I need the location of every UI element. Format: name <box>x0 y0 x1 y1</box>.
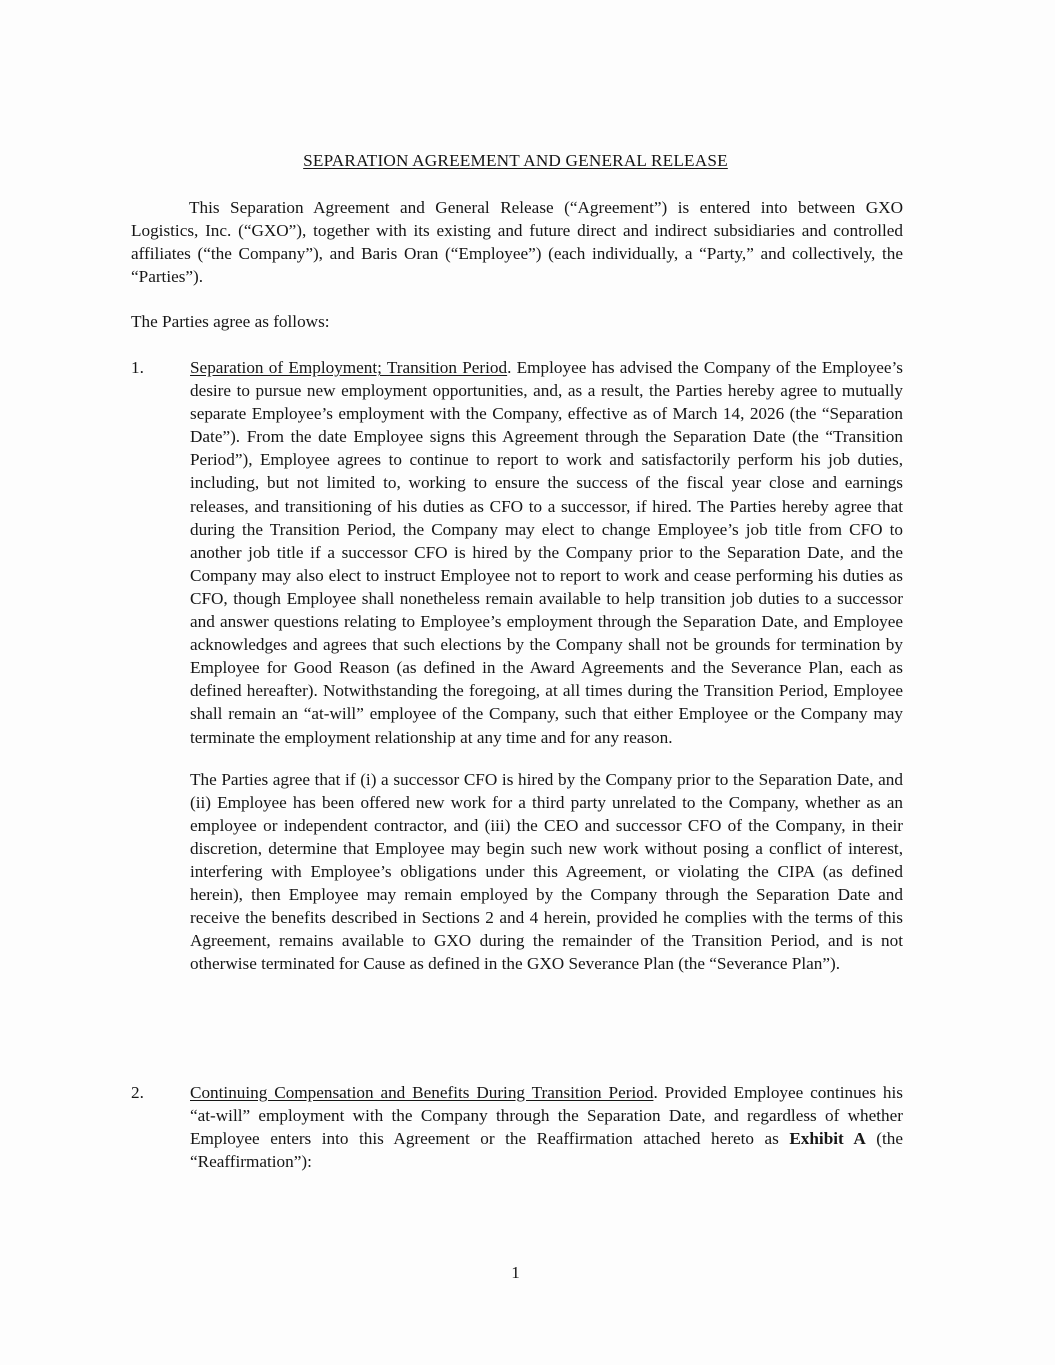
section-2 <box>131 1081 903 1173</box>
section-body <box>190 356 903 975</box>
section-text: . Employee has advised the Company of the Employee’s desire to pursue new employment opportunities, and, as a result, the Parties hereby agree to mutually separate Employee’s employment with the Company, effective as of March 14, 2026 (the “Separation Date”). From the date Employee signs this Agreement through the Separation Date (the “Transition Period”), Employee agrees to continue to report to work and satisfactorily perform his job duties, including, but not limited to, working to ensure the success of the fiscal year close and earnings releases, and transitioning of his duties as CFO to a successor, if hired. The Parties hereby agree that during the Transition Period, the Company may elect to change Employee’s job title from CFO to another job title if a successor CFO is hired by the Company prior to the Separation Date, and the Company may also elect to instruct Employee not to report to work and cease performing his duties as CFO, though Employee shall nonetheless remain available to help transition job duties to a successor and answer questions relating to Employee’s employment through the Separation Date, and Employee acknowledges and agrees that such elections by the Company shall not be grounds for termination by Employee for Good Reason (as defined in the Award Agreements and the Severance Plan, each as defined hereafter). Notwithstanding the foregoing, at all times during the Transition Period, Employee shall remain an “at-will” employee of the Company, such that either Employee or the Company may terminate the employment relationship at any time and for any reason. <box>190 358 903 747</box>
section-text: . Provided Employee continues his “at-will” employment with the Company through the Separation Date, and regardless of whether Employee enters into this Agreement or the Reaffirmation attached hereto as <box>190 1083 903 1149</box>
section-body <box>190 1081 903 1173</box>
page-number: 1 <box>511 1263 520 1282</box>
agree-line: The Parties agree as follows: <box>131 312 330 331</box>
section-number: 2. <box>131 1083 144 1102</box>
section-1 <box>131 356 903 975</box>
section-paragraph-2: The Parties agree that if (i) a successor CFO is hired by the Company prior to the Separation Date, and (ii) Employee has been offered new work for a third party unrelated to the Company, whether as an employee or independent contractor, and (iii) the CEO and successor CFO of the Company, in their discretion, determine that Employee may begin such new work without posing a conflict of interest, interfering with Employee’s obligations under this Agreement, or violating the CIPA (as defined herein), then Employee may remain employed by the Company through the Separation Date and receive the benefits described in Sections 2 and 4 herein, provided he complies with the terms of this Agreement, remains available to GXO during the remainder of the Transition Period, and is not otherwise terminated for Cause as defined in the GXO Severance Plan (the “Severance Plan”). <box>190 769 903 974</box>
section-text-end: (the “Reaffirmation”): <box>190 1129 903 1172</box>
section-heading: Separation of Employment; Transition Period <box>190 358 508 377</box>
exhibit-reference: Exhibit A <box>789 1129 866 1149</box>
section-number: 1. <box>131 358 144 377</box>
document-title: SEPARATION AGREEMENT AND GENERAL RELEASE <box>303 151 728 170</box>
intro-paragraph: This Separation Agreement and General Release (“Agreement”) is entered into between GXO Logistics, Inc. (“GXO”), together with its existing and future direct and indirect subsidiaries and controlled affiliates (“the Company”), and Baris Oran (“Employee”) (each individually, a “Party,” and collectively, the “Parties”). <box>131 198 903 287</box>
section-paragraph <box>190 356 903 749</box>
section-heading: Continuing Compensation and Benefits During Transition Period <box>190 1083 654 1102</box>
section-paragraph <box>190 1081 903 1173</box>
